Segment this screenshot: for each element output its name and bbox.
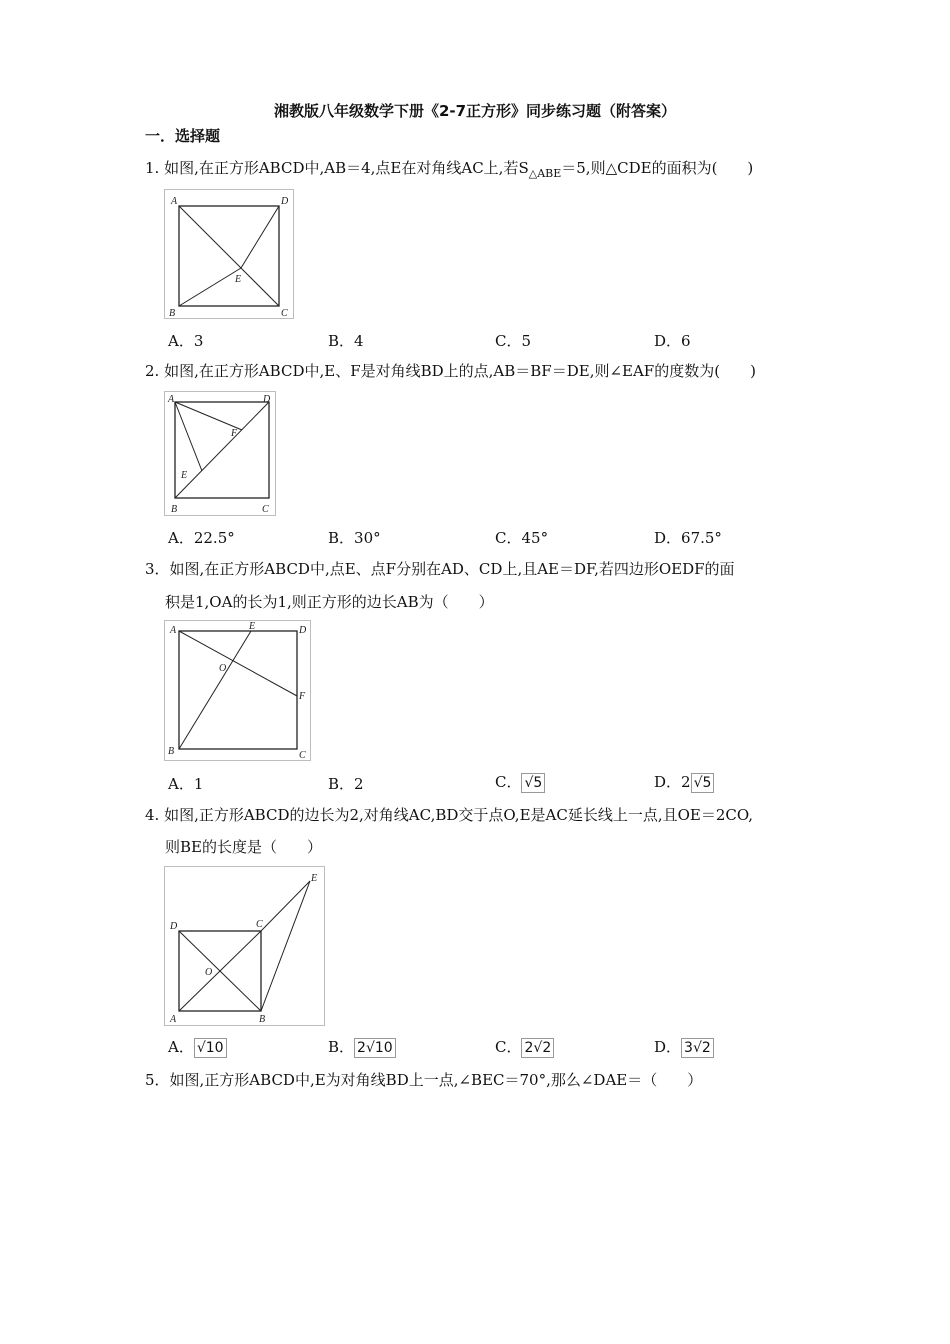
q1-option-d: D．6 xyxy=(654,332,691,350)
fig4-label-d: D xyxy=(170,921,178,932)
fig1-label-d: D xyxy=(281,196,289,207)
q1-option-c: C．5 xyxy=(495,332,532,350)
question-4-line-1: 4. 如图,正方形ABCD的边长为2,对角线AC,BD交于点O,E是AC延长线上一点,且OE＝2CO, xyxy=(145,806,754,824)
q4-option-d: D． 3√2 xyxy=(654,1036,714,1058)
fig3-label-o: O xyxy=(219,663,227,674)
figure-q3 xyxy=(164,620,311,761)
q4-option-a: A． √10 xyxy=(168,1036,227,1058)
fig3-label-f: F xyxy=(299,691,306,702)
page-title: 湘教版八年级数学下册《2-7正方形》同步练习题（附答案） xyxy=(273,102,677,120)
question-3-line-2: 积是1,OA的长为1,则正方形的边长AB为（ ） xyxy=(165,593,494,611)
fig2-label-c: C xyxy=(262,504,269,515)
q3-option-a: A．1 xyxy=(168,775,204,793)
fig4-label-b: B xyxy=(259,1014,266,1025)
q3-option-c-radical: √5 xyxy=(521,773,545,793)
q4-option-a-radical: √10 xyxy=(194,1038,227,1058)
fig2-label-b: B xyxy=(171,504,178,515)
fig3-label-d: D xyxy=(299,625,307,636)
question-3-line-1: 3．如图,在正方形ABCD中,点E、点F分别在AD、CD上,且AE＝DF,若四边形OEDF的面 xyxy=(145,560,735,578)
fig1-label-e: E xyxy=(235,274,242,285)
q3-option-d: D．2 √5 xyxy=(654,771,714,793)
q2-option-a: A．22.5° xyxy=(168,529,235,547)
q3-option-b: B．2 xyxy=(328,775,364,793)
fig3-label-e: E xyxy=(249,621,256,632)
fig1-label-b: B xyxy=(169,308,176,318)
fig3-label-a: A xyxy=(170,625,177,636)
fig1-label-a: A xyxy=(171,196,178,207)
q1-option-b: B．4 xyxy=(328,332,364,350)
fig4-label-c: C xyxy=(256,919,263,930)
q3-option-c: C． √5 xyxy=(495,771,545,793)
q4-option-d-radical: 3√2 xyxy=(681,1038,714,1058)
figure-q1 xyxy=(164,189,294,319)
fig2-label-a: A xyxy=(168,394,175,405)
q3-option-d-radical: √5 xyxy=(691,773,715,793)
fig2-label-f: F xyxy=(231,428,238,439)
fig3-label-b: B xyxy=(168,746,175,757)
question-2-text: 2. 如图,在正方形ABCD中,E、F是对角线BD上的点,AB＝BF＝DE,则∠EAF的度数为( ) xyxy=(145,362,756,380)
question-1-text: 1. 如图,在正方形ABCD中,AB＝4,点E在对角线AC上,若$S_{\triangle ABE}=5$,则△CDE的面积为( ) xyxy=(145,159,754,180)
fig4-label-a: A xyxy=(170,1014,177,1025)
q4-option-b: B． 2√10 xyxy=(328,1036,396,1058)
fig3-label-c: C xyxy=(299,750,306,760)
q4-option-c: C． 2√2 xyxy=(495,1036,554,1058)
fig1-label-c: C xyxy=(281,308,288,318)
section-heading: 一．选择题 xyxy=(145,127,221,145)
q2-option-d: D．67.5° xyxy=(654,529,722,547)
fig2-label-d: D xyxy=(263,394,271,405)
q4-option-b-radical: 2√10 xyxy=(354,1038,396,1058)
fig2-label-e: E xyxy=(181,470,188,481)
question-5-text: 5．如图,正方形ABCD中,E为对角线BD上一点,∠BEC＝70°,那么∠DAE＝（ ） xyxy=(145,1071,703,1089)
figure-q4 xyxy=(164,866,325,1026)
fig4-label-e: E xyxy=(311,873,318,884)
q2-option-b: B．30° xyxy=(328,529,381,547)
q4-option-c-radical: 2√2 xyxy=(521,1038,554,1058)
question-4-line-2: 则BE的长度是（ ） xyxy=(165,838,322,856)
q2-option-c: C．45° xyxy=(495,529,549,547)
fig4-label-o: O xyxy=(205,967,213,978)
q1-option-a: A．3 xyxy=(168,332,204,350)
figure-q2 xyxy=(164,391,276,516)
